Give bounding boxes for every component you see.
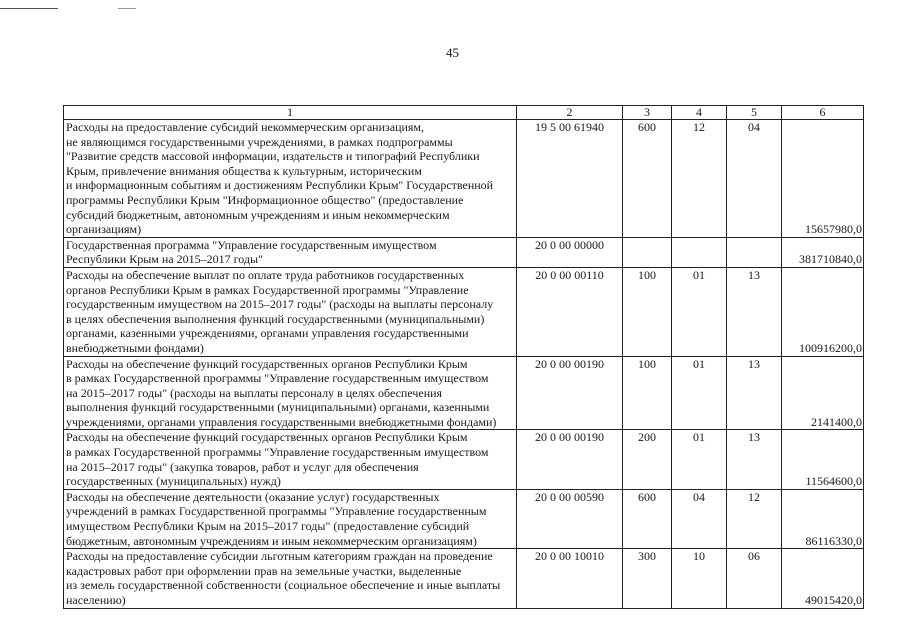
expense-type-cell: 600 [623,489,672,548]
description-line: Расходы на обеспечение функций государственных органов Республики Крым [66,356,468,371]
table-row [64,430,864,489]
description-cell [64,237,517,267]
header-cell-2: 2 [517,106,623,120]
expense-type-cell [623,237,672,267]
budget-code-cell: 20 0 00 00590 [517,489,623,548]
description-line: выполнения функций государственными (муниципальными) органами, казенными [66,400,490,415]
header-cell-5: 5 [727,106,782,120]
description-line: органами, казенными учреждениями, органами управления государственными [66,326,469,341]
description-line: в рамках Государственной программы "Управление государственным имуществом [66,445,489,460]
table-row [64,237,864,267]
subsection-cell: 06 [727,549,782,608]
amount-cell: 100916200,0 [782,267,864,356]
description-cell [64,430,517,489]
table-row [64,267,864,356]
description-line: и информационным событиям и достижениям Республики Крым" Государственной [66,178,494,193]
description-line: на 2015–2017 годы" (расходы на выплаты персоналу в целях обеспечения [66,385,443,400]
description-line: Республики Крым на 2015–2017 годы" [66,252,263,267]
description-line: кадастровых работ при оформлении прав на земельные участки, выделенные [66,563,462,578]
amount-cell: 49015420,0 [782,549,864,608]
expense-type-cell: 300 [623,549,672,608]
budget-code-cell: 20 0 00 00190 [517,430,623,489]
budget-code-cell: 20 0 00 00110 [517,267,623,356]
budget-code-cell: 20 0 00 00000 [517,237,623,267]
scan-mark-top-left [0,8,58,9]
table-row [64,356,864,430]
table-header-row [64,106,864,120]
description-line: в рамках Государственной программы "Управление государственным имуществом [66,371,489,386]
subsection-cell: 13 [727,267,782,356]
expense-type-cell: 200 [623,430,672,489]
description-line: внебюджетными фондами) [66,340,204,355]
description-line: населению) [66,593,126,607]
header-cell-3: 3 [623,106,672,120]
description-cell [64,356,517,430]
description-line: Крым, привлечение внимания общества к культурным, историческим [66,163,422,178]
description-line: государственных (муниципальных) нужд) [66,474,281,489]
description-line: Расходы на предоставление субсидии льготным категориям граждан на проведение [66,549,493,564]
table-row [64,489,864,548]
description-line: программы Республики Крым "Информационное общество" (предоставление [66,192,464,207]
subsection-cell: 13 [727,430,782,489]
subsection-cell: 04 [727,120,782,238]
subsection-cell: 12 [727,489,782,548]
description-line: учреждениями, органами управления государственными внебюджетными фондами) [66,414,497,429]
expense-type-cell: 100 [623,356,672,430]
description-line: "Развитие средств массовой информации, издательств и типографий Республики [66,149,480,164]
table-row [64,549,864,608]
description-line: Государственная программа "Управление государственным имуществом [66,237,437,252]
budget-code-cell: 20 0 00 10010 [517,549,623,608]
description-line: учреждений в рамках Государственной программы "Управление государственным [66,504,487,519]
description-line: Расходы на обеспечение выплат по оплате труда работников государственных [66,267,465,282]
description-cell [64,489,517,548]
description-line: органов Республики Крым в рамках Государственной программы "Управление [66,282,469,297]
budget-table-body [64,106,864,609]
table-row [64,120,864,238]
section-cell: 01 [672,267,727,356]
description-line: организациям) [66,222,142,237]
section-cell: 04 [672,489,727,548]
budget-code-cell: 19 5 00 61940 [517,120,623,238]
header-cell-1: 1 [64,106,517,120]
section-cell: 10 [672,549,727,608]
description-line: Расходы на обеспечение функций государственных органов Республики Крым [66,430,468,445]
header-cell-4: 4 [672,106,727,120]
description-line: на 2015–2017 годы" (закупка товаров, работ и услуг для обеспечения [66,459,419,474]
amount-cell: 86116330,0 [782,489,864,548]
description-line: бюджетным, автономным учреждениям и иным некоммерческим организациям) [66,533,477,548]
subsection-cell [727,237,782,267]
amount-cell: 11564600,0 [782,430,864,489]
description-line: субсидий бюджетным, автономным учреждениям и иным некоммерческим [66,207,450,222]
budget-code-cell: 20 0 00 00190 [517,356,623,430]
header-cell-6: 6 [782,106,864,120]
section-cell [672,237,727,267]
description-line: Расходы на предоставление субсидий некоммерческим организациям, [66,120,425,134]
description-line: Расходы на обеспечение деятельности (оказание услуг) государственных [66,489,440,504]
amount-cell: 381710840,0 [782,237,864,267]
scan-mark-top [118,8,136,9]
expense-type-cell: 100 [623,267,672,356]
description-line: имуществом Республики Крым на 2015–2017 годы" (предоставление субсидий [66,519,470,534]
budget-table [63,105,864,609]
section-cell: 01 [672,356,727,430]
expense-type-cell: 600 [623,120,672,238]
description-cell [64,267,517,356]
description-line: государственным имуществом на 2015–2017 годы" (расходы на выплаты персоналу [66,297,494,312]
description-cell [64,120,517,238]
description-line: в целях обеспечения выполнения функций государственными (муниципальными) [66,311,485,326]
description-cell [64,549,517,608]
page-number: 45 [446,45,459,60]
amount-cell: 2141400,0 [782,356,864,430]
subsection-cell: 13 [727,356,782,430]
amount-cell: 15657980,0 [782,120,864,238]
section-cell: 01 [672,430,727,489]
section-cell: 12 [672,120,727,238]
description-line: из земель государственной собственности (социальное обеспечение и иные выплаты [66,578,501,593]
description-line: не являющимся государственными учреждениями, в рамках подпрограммы [66,134,453,149]
